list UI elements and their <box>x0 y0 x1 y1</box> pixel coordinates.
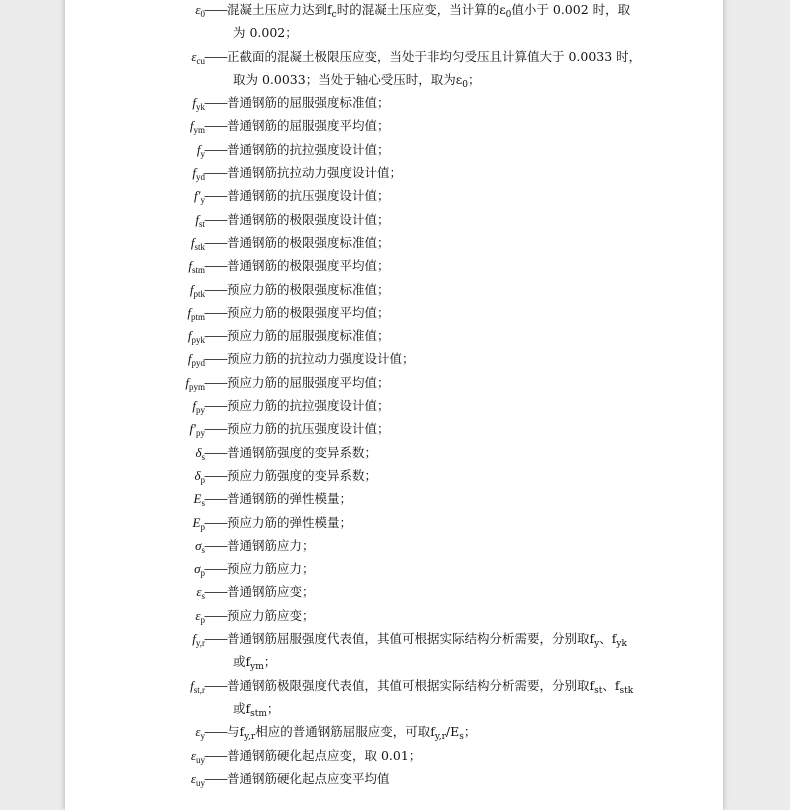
definition-entry <box>65 487 723 510</box>
symbol-subscript: 0 <box>200 9 205 19</box>
symbol-subscript: p <box>200 474 205 485</box>
definition-text <box>205 371 665 394</box>
definition-text <box>205 534 665 557</box>
em-dash: —— <box>204 188 227 204</box>
definition-text <box>205 604 665 627</box>
symbol-subscript: pyk <box>191 335 205 346</box>
definition-text <box>205 184 665 207</box>
subscript: st <box>594 685 603 696</box>
definition-line: 普通钢筋抗拉动力强度设计值； <box>227 165 403 181</box>
definition-line: 预应力筋应力； <box>227 561 315 577</box>
definition-line: 预应力筋的极限强度平均值； <box>227 304 390 320</box>
definition-line: 普通钢筋的弹性模量； <box>227 491 353 507</box>
symbol-base: ε <box>190 770 196 786</box>
symbol <box>195 720 205 743</box>
symbol-subscript: py <box>196 428 205 439</box>
definition-entry <box>65 301 723 324</box>
definition-entry <box>65 580 723 603</box>
subscript: s <box>459 732 464 743</box>
definition-entry <box>65 254 723 277</box>
em-dash: —— <box>204 491 227 507</box>
symbol <box>191 744 205 767</box>
symbol <box>190 114 205 137</box>
definition-line: 普通钢筋硬化起点应变，取 0.01； <box>227 747 422 763</box>
definition-text <box>205 744 665 767</box>
text-part: 正截面的混凝土极限压应变，当处于非均匀受压且计算值大于 0.0033 时， <box>227 48 642 64</box>
em-dash: —— <box>204 537 227 553</box>
definition-text <box>205 301 665 324</box>
definition-line: 预应力筋的极限强度标准值； <box>227 281 390 297</box>
symbol-subscript: st,r <box>193 684 205 695</box>
text-part: ； <box>467 71 481 87</box>
em-dash: —— <box>204 351 227 367</box>
definition-text <box>205 91 665 114</box>
em-dash: —— <box>204 141 227 157</box>
definition-line: 普通钢筋的屈服强度平均值； <box>227 118 390 134</box>
definition-text <box>205 627 665 674</box>
symbol-base: δ <box>195 444 202 460</box>
definition-line: 普通钢筋的极限强度平均值； <box>227 258 390 274</box>
definition-entry <box>65 0 723 45</box>
em-dash: —— <box>204 165 227 181</box>
em-dash: —— <box>204 234 227 250</box>
definition-entry <box>65 324 723 347</box>
symbol-subscript: py <box>196 405 205 416</box>
definition-entry <box>65 744 723 767</box>
symbol-subscript: uy <box>196 777 205 788</box>
symbol <box>195 208 205 231</box>
document-page <box>65 0 723 810</box>
definition-text <box>205 580 665 603</box>
symbol-subscript: s <box>201 544 205 555</box>
definition-text <box>205 394 665 417</box>
symbol <box>185 371 205 394</box>
continuation-line <box>205 697 665 720</box>
symbol <box>195 0 205 21</box>
definition-line: 普通钢筋的抗压强度设计值； <box>227 188 390 204</box>
symbol-base: f <box>188 258 192 274</box>
symbol <box>192 394 205 417</box>
text-part: 普通钢筋极限强度代表值，其值可根据实际结构分析需要，分别取f <box>227 677 595 693</box>
text-part: 值小于 0.002 时，取 <box>511 2 631 17</box>
text-part: ； <box>263 654 277 670</box>
definition-line: 普通钢筋的屈服强度标准值； <box>227 95 390 111</box>
definition-text <box>205 278 665 301</box>
definition-line: 普通钢筋的极限强度标准值； <box>227 234 390 250</box>
text-part: 普通钢筋屈服强度代表值，其值可根据实际结构分析需要，分别取f <box>227 631 595 647</box>
symbol <box>195 604 205 627</box>
symbol-subscript: y <box>200 148 205 159</box>
text-part: 、f <box>602 677 620 693</box>
definition-text <box>205 45 665 92</box>
em-dash: —— <box>204 514 227 530</box>
subscript: c <box>331 10 337 20</box>
symbol-base: f <box>185 374 189 390</box>
definition-entry <box>65 371 723 394</box>
definition-text <box>205 441 665 464</box>
symbol-subscript: st <box>198 218 205 229</box>
subscript: stm <box>250 708 267 719</box>
symbol-base: ε <box>190 747 196 763</box>
symbol-subscript: cu <box>196 55 205 66</box>
em-dash: —— <box>204 258 227 274</box>
symbol-subscript: p <box>200 521 205 532</box>
symbol-subscript: ym <box>193 125 205 136</box>
symbol <box>190 674 205 697</box>
symbol <box>192 91 205 114</box>
symbol-base: σ <box>195 537 202 553</box>
definition-text <box>205 138 665 161</box>
symbol-base: f <box>187 328 192 344</box>
subscript: y,r <box>434 732 446 743</box>
symbol <box>197 138 205 161</box>
definition-entry <box>65 604 723 627</box>
symbol-base: E <box>193 491 202 507</box>
symbol-base: σ <box>194 561 201 577</box>
definition-text <box>205 114 665 137</box>
em-dash: —— <box>204 677 227 693</box>
definition-text <box>205 767 665 790</box>
symbol <box>188 324 205 347</box>
subscript: ym <box>250 662 264 673</box>
continuation-line <box>205 650 665 673</box>
symbol-subscript: p <box>200 614 205 625</box>
definition-entry <box>65 511 723 534</box>
symbol <box>190 278 205 301</box>
definition-text <box>205 720 665 743</box>
symbol-subscript: ptk <box>193 288 205 299</box>
em-dash: —— <box>204 421 227 437</box>
symbol <box>196 580 205 603</box>
symbol-subscript: y <box>200 195 205 206</box>
definition-line: 普通钢筋应力； <box>227 537 315 553</box>
definition-entry <box>65 278 723 301</box>
definition-line: 普通钢筋应变； <box>227 584 315 600</box>
symbol-definition-list <box>65 0 723 790</box>
text-part: 取为 0.0033；当处于轴心受压时，取为ε <box>233 71 463 87</box>
definition-line: 预应力筋应变； <box>227 607 315 623</box>
symbol-base: f <box>195 211 199 227</box>
symbol <box>192 627 205 650</box>
definition-entry <box>65 208 723 231</box>
subscript: yk <box>616 639 627 650</box>
symbol <box>195 441 205 464</box>
em-dash: —— <box>204 770 227 786</box>
definition-text <box>205 557 665 580</box>
definition-text <box>205 511 665 534</box>
definition-entry <box>65 138 723 161</box>
em-dash: —— <box>204 118 227 134</box>
definition-text <box>205 464 665 487</box>
em-dash: —— <box>204 281 227 297</box>
definition-entry <box>65 534 723 557</box>
text-part: ； <box>463 724 477 740</box>
symbol-subscript: stm <box>191 265 205 276</box>
em-dash: —— <box>204 398 227 414</box>
definition-line: 普通钢筋的抗拉强度设计值； <box>227 141 390 157</box>
symbol-base: ε <box>195 724 201 740</box>
symbol <box>188 347 205 370</box>
symbol-base: f <box>192 165 196 181</box>
em-dash: —— <box>204 95 227 111</box>
symbol-subscript: s <box>201 591 205 602</box>
definition-entry <box>65 767 723 790</box>
symbol-subscript: yd <box>196 172 205 183</box>
em-dash: —— <box>204 444 227 460</box>
symbol <box>191 231 205 254</box>
symbol-subscript: ptm <box>190 311 205 322</box>
symbol-base: f <box>187 304 191 320</box>
symbol-base: ε <box>191 48 197 64</box>
definition-text <box>205 254 665 277</box>
definition-text <box>205 417 665 440</box>
symbol-base: f <box>192 398 196 414</box>
definition-line: 预应力筋的抗拉动力强度设计值； <box>227 351 415 367</box>
symbol-base: f′ <box>189 421 196 437</box>
symbol-subscript: p <box>200 568 205 579</box>
definition-entry <box>65 45 723 92</box>
text-part: 与f <box>227 724 245 740</box>
em-dash: —— <box>204 607 227 623</box>
subscript: 0 <box>462 79 468 90</box>
symbol <box>194 557 205 580</box>
symbol-subscript: pyd <box>191 358 205 369</box>
definition-line: 普通钢筋硬化起点应变平均值 <box>227 770 390 786</box>
symbol <box>194 184 205 207</box>
symbol <box>187 301 205 324</box>
symbol-base: f <box>192 95 196 111</box>
em-dash: —— <box>204 304 227 320</box>
definition-text <box>205 487 665 510</box>
symbol <box>192 161 205 184</box>
definition-text <box>205 161 665 184</box>
em-dash: —— <box>204 2 227 17</box>
definition-entry <box>65 394 723 417</box>
definition-entry <box>65 231 723 254</box>
symbol-base: f <box>189 281 194 297</box>
symbol <box>191 45 205 68</box>
definition-line: 普通钢筋强度的变异系数； <box>227 444 378 460</box>
symbol-base: ε <box>195 2 201 17</box>
text-part: 混凝土压应力达到f <box>227 2 332 17</box>
symbol-base: f′ <box>194 188 201 204</box>
text-part: 或f <box>233 700 251 716</box>
symbol-subscript: uy <box>196 754 205 765</box>
text-part: ； <box>266 700 280 716</box>
em-dash: —— <box>204 328 227 344</box>
symbol-subscript: stk <box>194 241 205 252</box>
symbol-base: δ <box>194 467 201 483</box>
definition-text <box>205 674 665 721</box>
subscript: 0 <box>505 10 512 20</box>
symbol-base: f <box>189 118 194 134</box>
definition-entry <box>65 674 723 721</box>
definition-text <box>205 324 665 347</box>
definition-text <box>205 208 665 231</box>
definition-line: 预应力筋的抗拉强度设计值； <box>227 398 390 414</box>
symbol-base: f <box>190 677 194 693</box>
definition-entry <box>65 441 723 464</box>
definition-line: 普通钢筋的极限强度设计值； <box>227 211 390 227</box>
text-part: /E <box>445 724 460 740</box>
definition-text <box>205 231 665 254</box>
em-dash: —— <box>204 561 227 577</box>
em-dash: —— <box>204 467 227 483</box>
symbol-base: f <box>190 234 195 250</box>
symbol-subscript: y,r <box>195 638 205 649</box>
symbol-base: f <box>192 631 196 647</box>
symbol <box>193 511 205 534</box>
symbol <box>188 254 205 277</box>
text-part: 相应的普通钢筋屈服应变，可取f <box>255 724 435 740</box>
symbol <box>194 464 205 487</box>
em-dash: —— <box>204 724 227 740</box>
definition-entry <box>65 347 723 370</box>
symbol-subscript: pym <box>188 381 205 392</box>
definition-entry <box>65 417 723 440</box>
em-dash: —— <box>204 374 227 390</box>
symbol <box>194 487 205 510</box>
text-part: 、f <box>599 631 617 647</box>
symbol-base: ε <box>195 607 201 623</box>
symbol-base: f <box>187 351 192 367</box>
definition-entry <box>65 91 723 114</box>
definition-entry <box>65 114 723 137</box>
definition-line: 预应力筋强度的变异系数； <box>227 467 378 483</box>
text-part: 时的混凝土压应变，当计算的ε <box>336 2 506 17</box>
definition-line: 预应力筋的弹性模量； <box>227 514 353 530</box>
definition-entry <box>65 720 723 743</box>
definition-line: 预应力筋的屈服强度平均值； <box>227 374 390 390</box>
em-dash: —— <box>204 584 227 600</box>
text-part: 或f <box>233 654 251 670</box>
symbol-base: f <box>196 141 201 157</box>
em-dash: —— <box>204 631 227 647</box>
symbol-subscript: s <box>201 451 205 462</box>
symbol-subscript: y <box>200 731 205 742</box>
definition-line: 预应力筋的屈服强度标准值； <box>227 328 390 344</box>
symbol-subscript: s <box>201 498 205 509</box>
subscript: y,r <box>244 732 256 743</box>
continuation-line <box>205 21 665 44</box>
em-dash: —— <box>204 747 227 763</box>
symbol <box>195 534 205 557</box>
definition-text <box>205 347 665 370</box>
definition-line: 预应力筋的抗压强度设计值； <box>227 421 390 437</box>
em-dash: —— <box>204 211 227 227</box>
em-dash: —— <box>204 48 227 64</box>
definition-entry <box>65 627 723 674</box>
subscript: stk <box>619 685 634 696</box>
symbol <box>191 767 205 790</box>
symbol-subscript: yk <box>196 102 205 113</box>
definition-entry <box>65 557 723 580</box>
symbol-base: E <box>192 514 201 530</box>
subscript: y <box>594 639 600 650</box>
text-part: 为 0.002； <box>233 25 298 41</box>
symbol-base: ε <box>196 584 202 600</box>
definition-entry <box>65 464 723 487</box>
continuation-line <box>205 68 665 91</box>
definition-entry <box>65 161 723 184</box>
definition-text <box>205 0 665 45</box>
symbol <box>190 417 205 440</box>
definition-entry <box>65 184 723 207</box>
